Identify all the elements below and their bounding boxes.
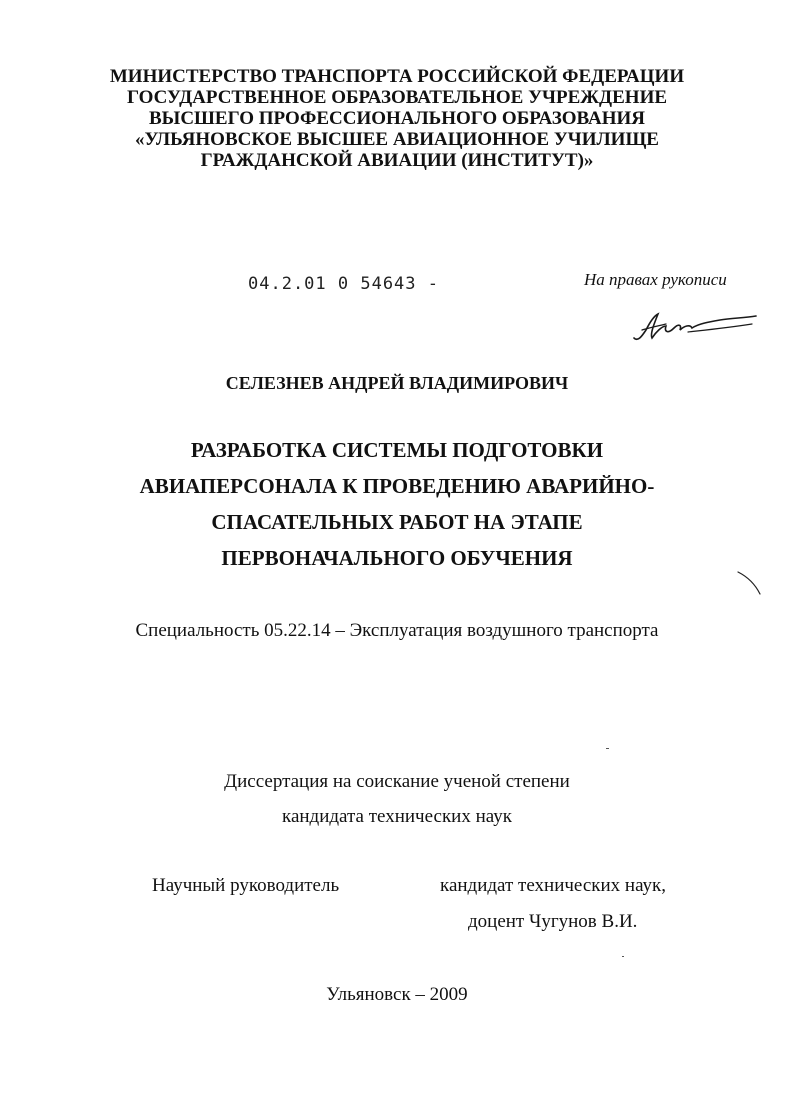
- scan-speck: [606, 748, 609, 749]
- title-line: ПЕРВОНАЧАЛЬНОГО ОБУЧЕНИЯ: [221, 546, 573, 570]
- scan-speck: [622, 956, 624, 957]
- supervisor-degree: кандидат технических наук,: [440, 875, 667, 896]
- registry-code: 04.2.01 0 54643 -: [248, 274, 439, 294]
- title-line: РАЗРАБОТКА СИСТЕМЫ ПОДГОТОВКИ: [190, 438, 604, 462]
- city-year: Ульяновск – 2009: [326, 984, 468, 1005]
- supervisor-label: Научный руководитель: [152, 875, 340, 896]
- degree-statement: [0, 764, 794, 834]
- manuscript-note: На правах рукописи: [584, 270, 727, 289]
- supervisor-name: доцент Чугунов В.И.: [468, 911, 638, 932]
- institution-header: [0, 66, 794, 171]
- institution-line: МИНИСТЕРСТВО ТРАНСПОРТА РОССИЙСКОЙ ФЕДЕРАЦИИ: [109, 66, 685, 87]
- specialty: Специальность 05.22.14 – Эксплуатация воздушного транспорта: [135, 620, 659, 641]
- pen-stroke-mark: [736, 568, 766, 598]
- title-line: АВИАПЕРСОНАЛА К ПРОВЕДЕНИЮ АВАРИЙНО-: [139, 474, 655, 498]
- degree-line-1: Диссертация на соискание ученой степени: [224, 771, 570, 792]
- degree-line-2: кандидата технических наук: [282, 806, 512, 827]
- institution-line: ГРАЖДАНСКОЙ АВИАЦИИ (ИНСТИТУТ)»: [200, 150, 594, 171]
- institution-line: ГОСУДАРСТВЕННОЕ ОБРАЗОВАТЕЛЬНОЕ УЧРЕЖДЕНИЕ: [126, 87, 668, 108]
- institution-line: «УЛЬЯНОВСКОЕ ВЫСШЕЕ АВИАЦИОННОЕ УЧИЛИЩЕ: [135, 129, 659, 150]
- institution-line: ВЫСШЕГО ПРОФЕССИОНАЛЬНОГО ОБРАЗОВАНИЯ: [149, 108, 645, 129]
- handwritten-signature-icon: [628, 302, 760, 348]
- title-line: СПАСАТЕЛЬНЫХ РАБОТ НА ЭТАПЕ: [211, 510, 583, 534]
- author-name: СЕЛЕЗНЕВ АНДРЕЙ ВЛАДИМИРОВИЧ: [225, 373, 569, 393]
- dissertation-title: [0, 432, 794, 576]
